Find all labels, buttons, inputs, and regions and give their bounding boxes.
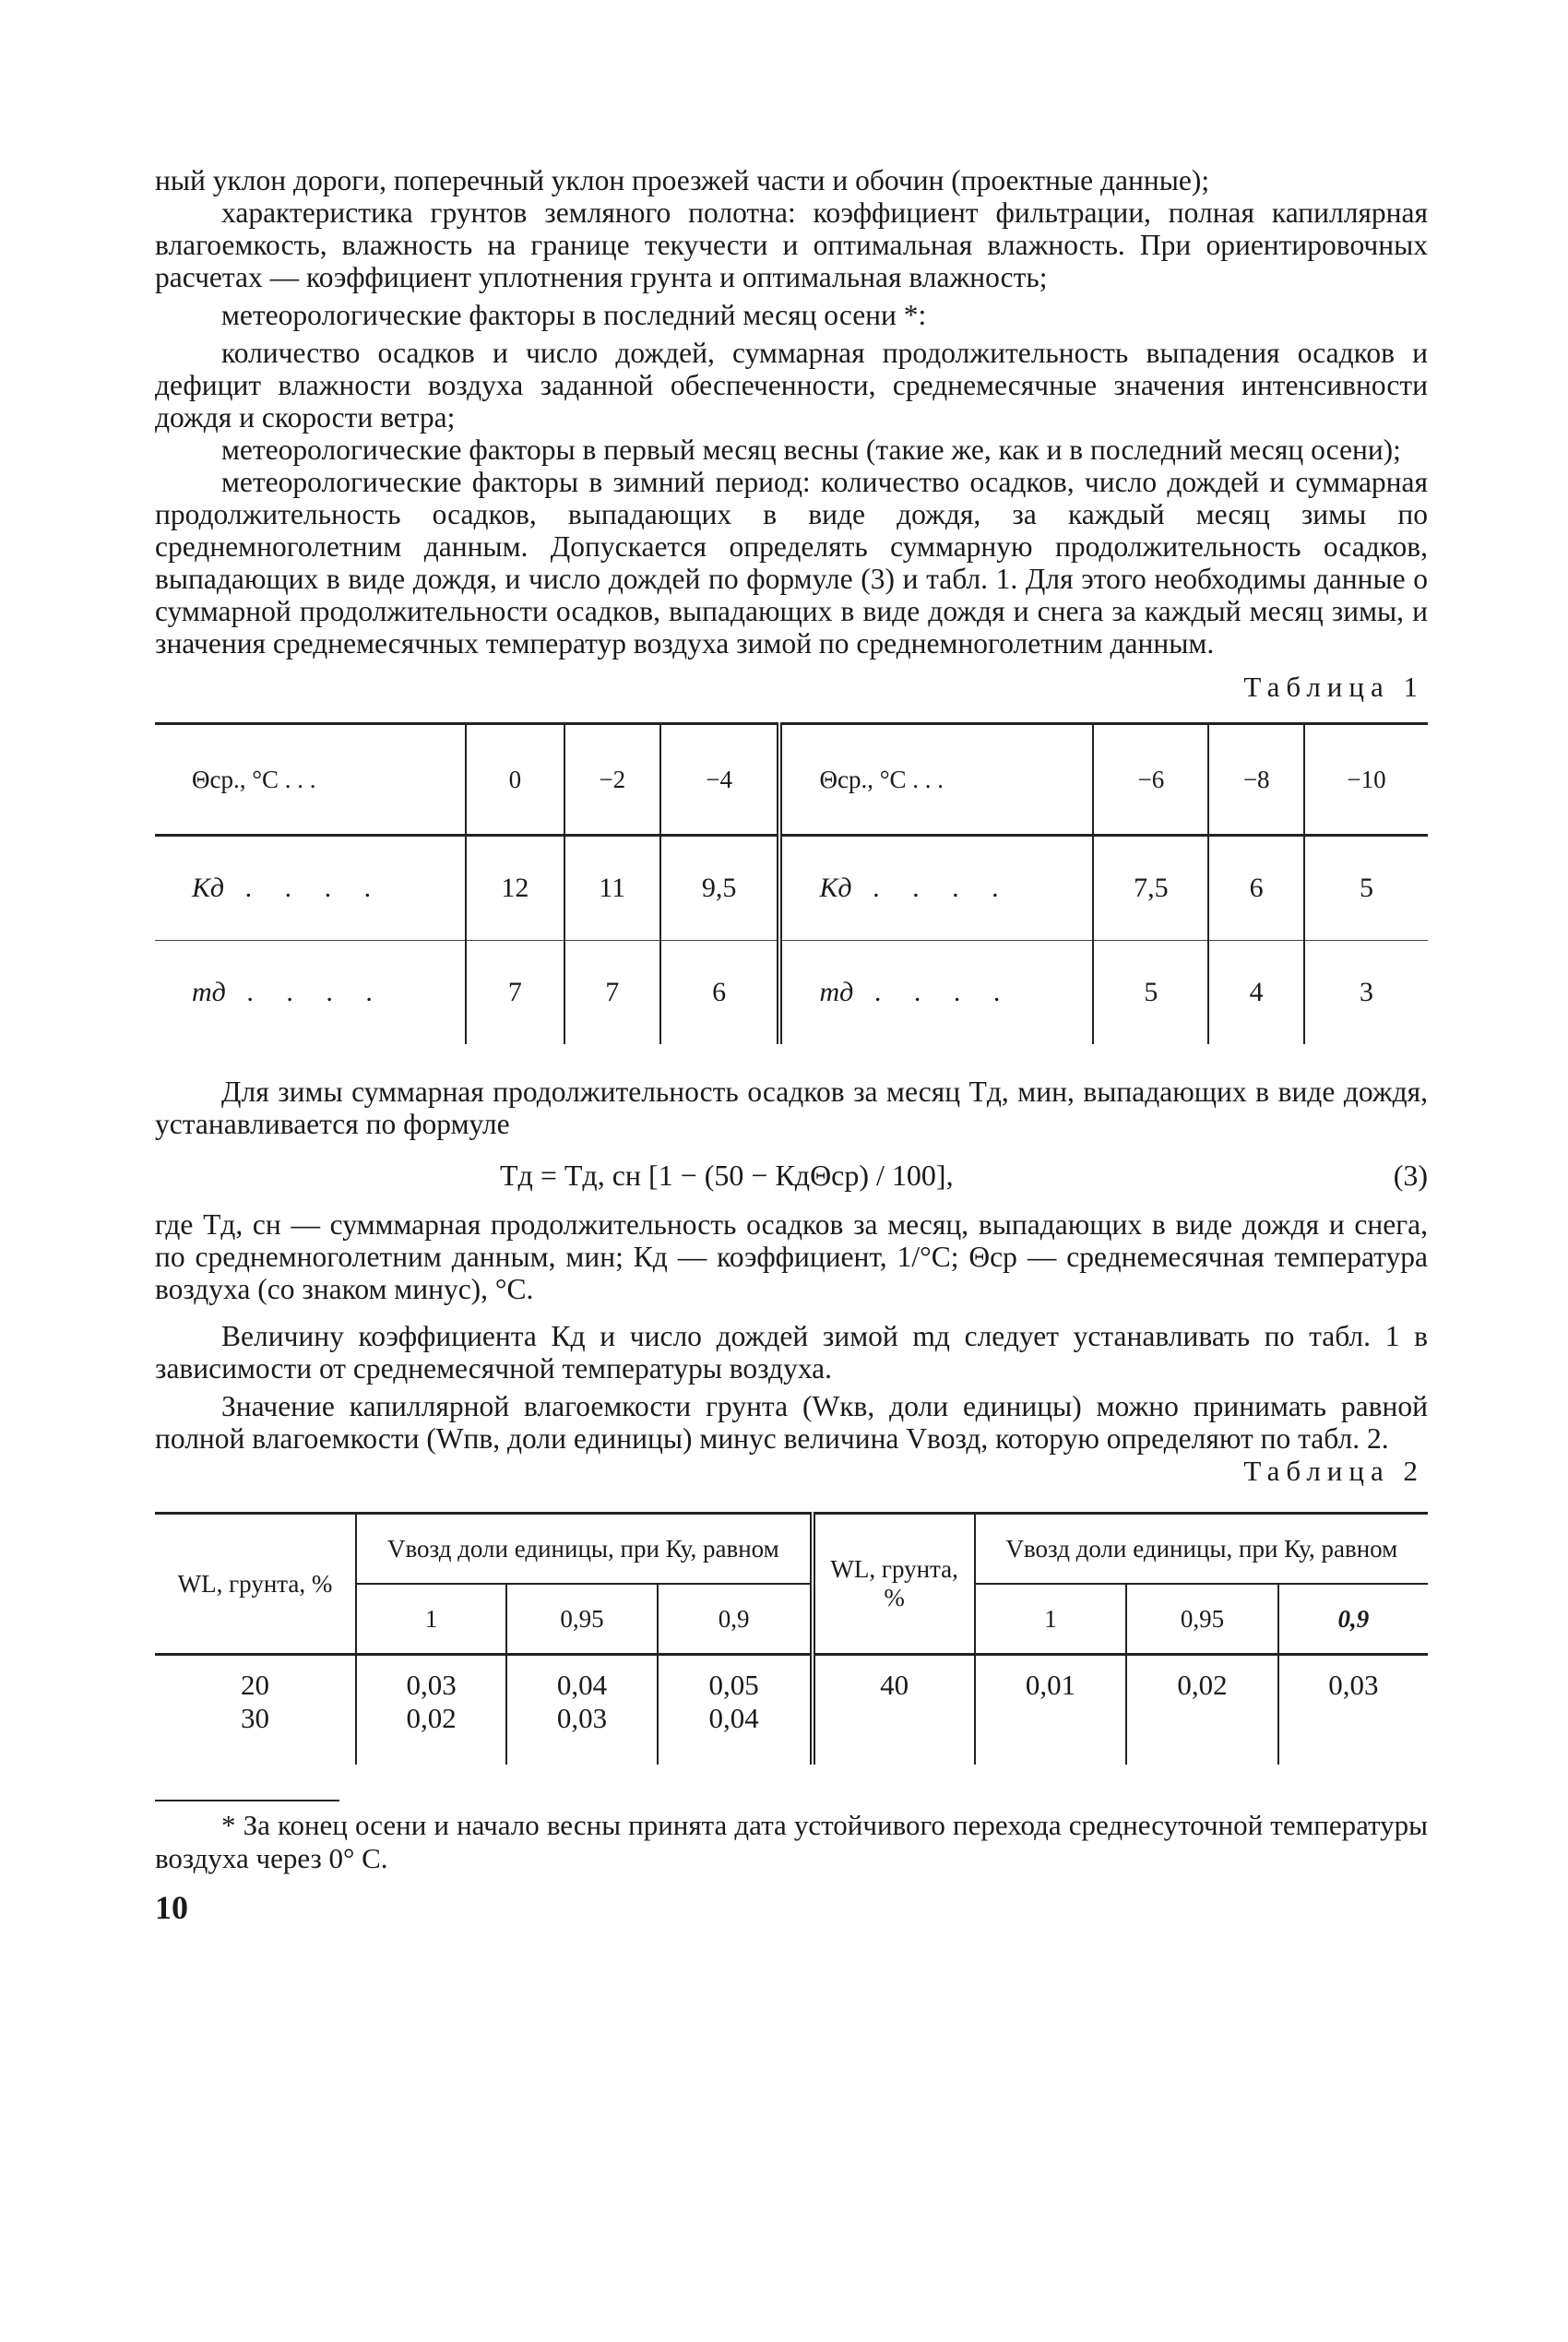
paragraph: метеорологические факторы в последний месяц осени *: <box>221 299 927 331</box>
table-row <box>155 1655 1428 1765</box>
paragraph: характеристика грунтов земляного полотна: коэффициент фильтрации, полная капиллярная влагоемкость, влажность на границе текучести и оптимальная влажность. При ориентировочных расчетах — коэффициент уплотнения грунта и оптимальная влажность; <box>155 196 1428 293</box>
paragraph: ный уклон дороги, поперечный уклон проезжей части и обочин (проектные данные); <box>155 164 1210 196</box>
table-caption: Таблица 1 <box>1243 671 1424 703</box>
table-header-cell: Vвозд доли единицы, при Ку, равном <box>356 1514 813 1585</box>
table-header-cell: −10 <box>1304 724 1428 836</box>
formula-expression: Тд = Тд, сн [1 − (50 − КдΘср) / 100], <box>500 1159 954 1192</box>
row-label: Кд . . . . <box>779 836 1093 941</box>
table-row <box>155 1514 1428 1585</box>
paragraph: метеорологические факторы в первый месяц весны (такие же, как и в последний месяц осени); <box>221 434 1401 466</box>
row-label: mд . . . . <box>779 941 1093 1045</box>
table-header-cell: −6 <box>1093 724 1208 836</box>
table-cell: 5 <box>1093 941 1208 1045</box>
table-cell: 0,02 <box>1126 1655 1278 1765</box>
table-cell: 3 <box>1304 941 1428 1045</box>
table-header-cell: 0 <box>466 724 564 836</box>
table-1 <box>155 722 1428 1044</box>
table-cell: 0,03 <box>1278 1655 1428 1765</box>
table-header-cell: Θср., °C . . . <box>155 724 466 836</box>
row-label: mд . . . . <box>192 977 386 1007</box>
page-content <box>155 164 1428 1927</box>
table-header-cell: WL, грунта, % <box>813 1514 975 1655</box>
footnote: * За конец осени и начало весны принята дата устойчивого перехода среднесуточной температуры воздуха через 0° С. <box>155 1809 1428 1874</box>
table-header-cell: Θср., °C . . . <box>779 724 1093 836</box>
table-cell: 11 <box>564 836 660 941</box>
table-cell: 12 <box>466 836 564 941</box>
paragraph: метеорологические факторы в зимний период: количество осадков, число дождей и суммарная продолжительность осадков, выпадающих в виде дождя, за каждый месяц зимы по среднемноголетним данным. Допускается определять суммарную продолжительность осадков, выпадающих в виде дождя, и число дождей по формуле (3) и табл. 1. Для этого необходимы данные о суммарной продолжительности осадков, выпадающих в виде дождя и снега за каждый месяц зимы, и значения среднемесячных температур воздуха зимой по среднемноголетним данным. <box>155 466 1428 660</box>
table-header-cell: 0,95 <box>506 1584 657 1655</box>
table-header-cell: 0,9 <box>658 1584 813 1655</box>
table-cell: 0,01 <box>975 1655 1127 1765</box>
table-cell: 7 <box>466 941 564 1045</box>
table-cell: 9,5 <box>660 836 780 941</box>
table-cell: 20 30 <box>241 1669 269 1734</box>
footnote-rule <box>155 1800 339 1801</box>
table-row <box>155 724 1428 836</box>
paragraph: где Тд, сн — сумммарная продолжительность осадков за месяц, выпадающих в виде дождя и снега, по среднемноголетним данным, мин; Кд — коэффициент, 1/°С; Θср — среднемесячная температура воздуха (со знаком минус), °С. <box>155 1208 1428 1305</box>
page-number: 10 <box>155 1889 188 1926</box>
table-cell: 6 <box>1208 836 1304 941</box>
table-cell: 0,04 0,03 <box>506 1655 657 1765</box>
paragraph: Значение капиллярной влагоемкости грунта (Wкв, доли единицы) можно принимать равной полной влагоемкости (Wпв, доли единицы) минус величина Vвозд, которую определяют по табл. 2. <box>155 1390 1428 1455</box>
table-header-cell: 1 <box>356 1584 506 1655</box>
table-header-cell: −4 <box>660 724 780 836</box>
table-caption: Таблица 2 <box>1243 1455 1424 1487</box>
table-header-cell: −2 <box>564 724 660 836</box>
table-cell: 5 <box>1304 836 1428 941</box>
paragraph: Для зимы суммарная продолжительность осадков за месяц Тд, мин, выпадающих в виде дождя, устанавливается по формуле <box>155 1076 1428 1140</box>
table-row <box>155 836 1428 941</box>
table-2 <box>155 1512 1428 1765</box>
table-header-cell: WL, грунта, % <box>155 1514 356 1655</box>
table-header-cell: Vвозд доли единицы, при Ку, равном <box>975 1514 1428 1585</box>
table-cell: 4 <box>1208 941 1304 1045</box>
table-cell: 40 <box>813 1655 975 1765</box>
table-cell: 0,03 0,02 <box>356 1655 506 1765</box>
table-header-cell: 1 <box>975 1584 1127 1655</box>
paragraph: количество осадков и число дождей, суммарная продолжительность выпадения осадков и дефицит влажности воздуха заданной обеспеченности, среднемесячные значения интенсивности дождя и скорости ветра; <box>155 337 1428 434</box>
row-label: Кд . . . . <box>155 836 466 941</box>
formula <box>155 1151 1428 1203</box>
table-cell: 6 <box>660 941 780 1045</box>
table-cell: 7,5 <box>1093 836 1208 941</box>
table-header-cell: 0,95 <box>1126 1584 1278 1655</box>
table-header-cell: −8 <box>1208 724 1304 836</box>
paragraph: Величину коэффициента Кд и число дождей зимой mд следует устанавливать по табл. 1 в зависимости от среднемесячной температуры воздуха. <box>155 1320 1428 1385</box>
table-header-cell: 0,9 <box>1278 1584 1428 1655</box>
table-cell: 0,05 0,04 <box>658 1655 813 1765</box>
table-row <box>155 941 1428 1045</box>
table-cell: 7 <box>564 941 660 1045</box>
formula-number: (3) <box>1393 1159 1428 1192</box>
